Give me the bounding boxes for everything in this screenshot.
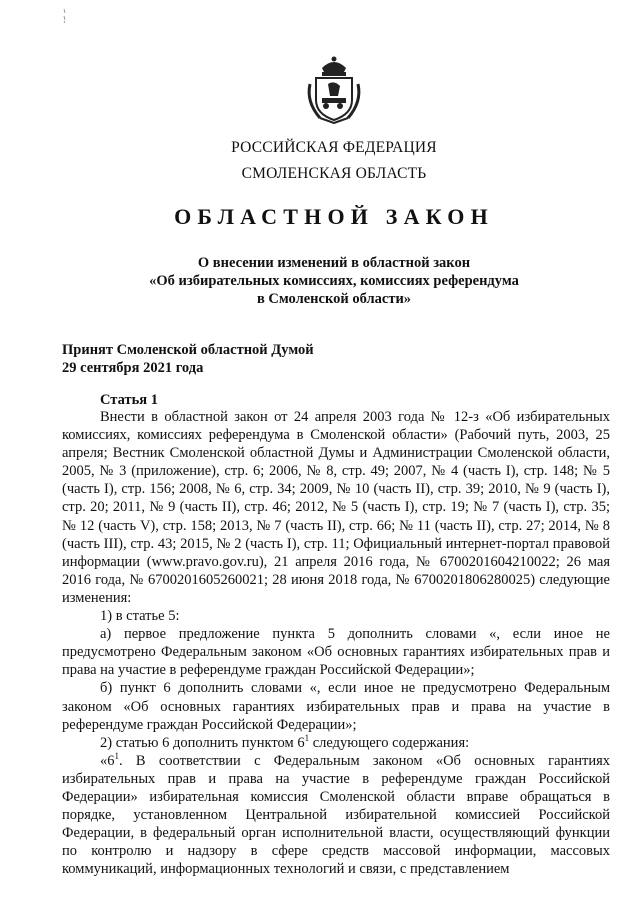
item2-superscript: 1 xyxy=(304,732,310,743)
body-paragraph: а) первое предложение пункта 5 дополнить словами «, если иное не предусмотрено Федеральным законом «Об основных гарантиях избирательных прав и права на участие в референдуме граждан Российской Федерации»; xyxy=(62,626,610,679)
federation-heading: РОССИЙСКАЯ ФЕДЕРАЦИЯ xyxy=(231,139,437,156)
body-paragraph xyxy=(62,752,610,879)
body-paragraph: 1) в статье 5: xyxy=(100,608,180,625)
article-heading: Статья 1 xyxy=(100,392,158,408)
law-title: ОБЛАСТНОЙ ЗАКОН xyxy=(174,204,494,229)
item3-prefix: «6 xyxy=(100,752,115,769)
item3-superscript: 1 xyxy=(114,750,119,761)
adoption-info xyxy=(62,341,314,377)
subject-line: «Об избирательных комиссиях, комиссиях референдума xyxy=(149,273,519,289)
adopted-by: Принят Смоленской областной Думой xyxy=(62,342,314,358)
subject-line: в Смоленской области» xyxy=(256,291,412,307)
region-heading: СМОЛЕНСКАЯ ОБЛАСТЬ xyxy=(241,165,427,182)
subject-line: О внесении изменений в областной закон xyxy=(197,255,471,271)
scan-mark xyxy=(62,8,68,24)
adopted-date: 29 сентября 2021 года xyxy=(62,360,204,376)
smolensk-coat-of-arms-emblem xyxy=(300,54,368,124)
body-paragraph: Внести в областной закон от 24 апреля 2003 года № 12-з «Об избирательных комиссиях, комиссиях референдума в Смоленской области» (Рабочий путь, 2003, 25 апреля; Вестник Смоленской областной Думы и Администрации Смоленской области, 2005, № 3 (приложение), стр. 6; 2006, № 8, стр. 49; 2007, № 4 (часть I), стр. 148; № 5 (часть I), стр. 156; 2008, № 6, стр. 34; 2009, № 10 (часть II), стр. 39; 2010, № 9 (часть I), стр. 20; 2011, № 9 (часть II), стр. 46; 2012, № 5 (часть I), стр. 19; № 7 (часть I), стр. 35; № 12 (часть V), стр. 158; 2013, № 7 (часть II), стр. 66; № 11 (часть II), стр. 27; 2014, № 8 (часть III), стр. 43; 2015, № 2 (часть I), стр. 11; Официальный интернет-портал правовой информации (www.pravo.gov.ru), 21 апреля 2016 года, № 6700201604210022; 26 мая 2016 года, № 6700201605260021; 28 июня 2018 года, № 6700201806280025) следующие изменения: xyxy=(62,409,610,606)
item2-suffix: следующего содержания: xyxy=(309,734,470,751)
article-body xyxy=(62,408,610,878)
body-paragraph: б) пункт 6 дополнить словами «, если иное не предусмотрено Федеральным законом «Об основных гарантиях избирательных прав и права на участие в референдуме граждан Российской Федерации»; xyxy=(62,680,610,733)
body-paragraph xyxy=(62,734,610,752)
law-subject xyxy=(14,254,640,308)
item3-suffix: . В соответствии с Федеральным законом «Об основных гарантиях избирательных прав и права на участие в референдуме граждан Российской Федерации» избирательная комиссия Смоленской области вправе обращаться в порядке, установленном Центральной избирательной комиссией Российской Федерации, в федеральный орган исполнительной власти, осуществляющий функции по контролю и надзору в сфере средств массовой информации, массовых коммуникаций, информационных технологий и связи, с представлением xyxy=(62,752,610,878)
item2-prefix: 2) статью 6 дополнить пунктом 6 xyxy=(100,734,305,751)
